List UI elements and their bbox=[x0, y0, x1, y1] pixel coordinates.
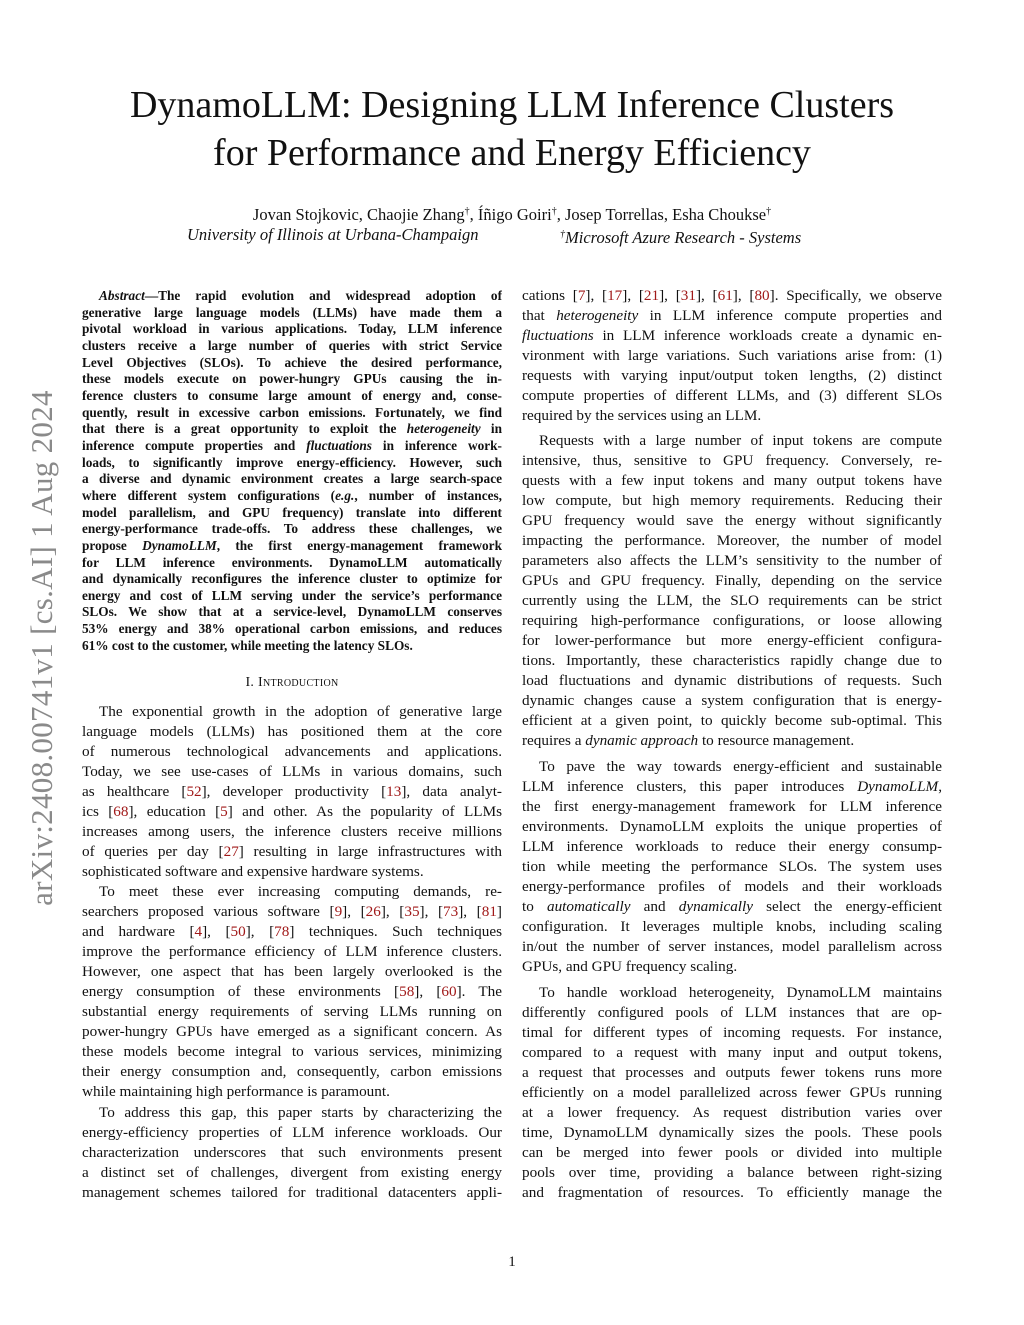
text-line: GPUs and GPU frequency. Finally, depending on the service bbox=[522, 572, 942, 589]
affiliation-uiuc: University of Illinois at Urbana-Champaign bbox=[187, 225, 479, 244]
citation-link[interactable]: 21 bbox=[643, 287, 660, 304]
text-line: differently configured pools of LLM instances that are op- bbox=[522, 1004, 942, 1021]
citation-link[interactable]: 73 bbox=[443, 903, 459, 920]
text-line: at a lower frequency. As request distribution varies over bbox=[522, 1104, 942, 1121]
text-line: Abstract—The rapid evolution and widespread adoption of bbox=[99, 288, 502, 303]
text-line: configuration. It leverages multiple knobs, including scaling bbox=[522, 918, 942, 935]
text-line: energy-efficiency properties of LLM inference workloads. Our bbox=[82, 1124, 502, 1141]
text-line: currently using the LLM, the SLO requirements can be strict bbox=[522, 592, 942, 609]
text-line: quests with a few input tokens and many output tokens have bbox=[522, 472, 942, 489]
citation-link[interactable]: 50 bbox=[230, 923, 246, 940]
text-line: pools over time, providing a balance between right-sizing bbox=[522, 1164, 942, 1181]
text-line: Level Objectives (SLOs). To achieve the desired performance, bbox=[82, 354, 502, 370]
text-line: compared to a request with many input and output tokens, bbox=[522, 1044, 942, 1061]
text-line: 53% energy and 38% operational carbon emissions, and reduces bbox=[82, 621, 502, 637]
text-line: while maintaining high performance is paramount. bbox=[82, 1083, 390, 1100]
text-line: characterization underscores that such environments present bbox=[82, 1144, 502, 1161]
text-line: as healthcare [52], developer productivity [13], data analyt- bbox=[82, 783, 502, 800]
paragraph bbox=[522, 286, 942, 426]
text-line: To address this gap, this paper starts by characterizing the bbox=[99, 1104, 502, 1121]
dagger-mark: † bbox=[551, 206, 557, 217]
text-line: LLM inference clusters, this paper introduces DynamoLLM, bbox=[522, 778, 942, 795]
text-line: and dynamically reconfigures the inference cluster to optimize for bbox=[82, 571, 502, 587]
citation-link[interactable]: 35 bbox=[404, 903, 420, 920]
text-line: However, one aspect that has been largely overlooked is the bbox=[82, 963, 502, 980]
text-line: searchers proposed various software [9], [26], [35], [73], [81] bbox=[82, 903, 502, 920]
text-line: GPU frequency would save the energy without significantly bbox=[522, 512, 942, 529]
text-line: energy-performance trade-offs. To address these challenges, we bbox=[82, 521, 502, 537]
author-list: Jovan Stojkovic, Chaojie Zhang†, Íñigo Goiri†, Josep Torrellas, Esha Choukse† bbox=[252, 205, 772, 224]
text-line: fluctuations in LLM inference workloads create a dynamic en- bbox=[522, 327, 942, 344]
citation-link[interactable]: 31 bbox=[680, 287, 696, 304]
text-line: sophisticated software and expensive hardware systems. bbox=[82, 863, 424, 880]
text-line: inference compute properties and fluctuations in inference work- bbox=[82, 437, 502, 453]
citation-link[interactable]: 61 bbox=[717, 287, 733, 304]
text-line: ics [68], education [5] and other. As the popularity of LLMs bbox=[82, 803, 502, 820]
text-line: for lower-performance but more energy-efficient configura- bbox=[522, 632, 942, 649]
text-line: can be merged into fewer pools or divided into multiple bbox=[522, 1144, 942, 1161]
text-line: efficiently on a model parallelized across fewer GPUs running bbox=[522, 1084, 942, 1101]
text-line: parameters also affects the LLM’s sensitivity to the number of bbox=[522, 552, 942, 569]
text-line: energy consumption of these environments [58], [60]. The bbox=[82, 983, 502, 1000]
citation-link[interactable]: 68 bbox=[113, 803, 129, 820]
paragraph bbox=[522, 431, 942, 751]
page-number: 1 bbox=[508, 1254, 516, 1270]
text-line: intensive, thus, sensitive to GPU frequency. Conversely, re- bbox=[522, 452, 942, 469]
text-line: vironment with large variations. Such variations arise from: (1) bbox=[522, 347, 942, 364]
text-line: the first energy-management framework for LLM inference bbox=[522, 798, 942, 815]
text-line: propose DynamoLLM, the first energy-management framework bbox=[82, 537, 502, 553]
text-line: management schemes tailored for traditional datacenters appli- bbox=[82, 1184, 502, 1201]
citation-link[interactable]: 9 bbox=[334, 903, 343, 920]
text-line: of numerous technological advancements and applications. bbox=[82, 743, 502, 760]
text-line: power-hungry GPUs have emerged as a significant concern. As bbox=[82, 1023, 502, 1040]
citation-link[interactable]: 13 bbox=[386, 783, 402, 800]
citation-link[interactable]: 78 bbox=[274, 923, 290, 940]
text-line: and fragmentation of resources. To efficiently manage the bbox=[522, 1184, 942, 1201]
text-line: that heterogeneity in LLM inference compute properties and bbox=[522, 307, 942, 324]
text-line: 61% cost to the customer, while meeting the latency SLOs. bbox=[82, 637, 413, 653]
text-line: improve the performance efficiency of LLM inference clusters. bbox=[82, 943, 502, 960]
paper-title-line-2: for Performance and Energy Efficiency bbox=[213, 132, 811, 174]
text-line: a distinct set of challenges, divergent from existing energy bbox=[82, 1164, 502, 1181]
text-line: LLM inference workloads to reduce their energy consump- bbox=[522, 838, 942, 855]
citation-link[interactable]: 58 bbox=[399, 983, 415, 1000]
text-line: Requests with a large number of input tokens are compute bbox=[539, 432, 942, 449]
paragraph bbox=[82, 882, 502, 1102]
text-line: requiring high-performance configurations, or loose allowing bbox=[522, 612, 942, 629]
text-line: model parallelism, and GPU frequency) translate into different bbox=[82, 504, 502, 520]
dagger-mark: † bbox=[560, 229, 565, 240]
text-line: requires a dynamic approach to resource management. bbox=[522, 732, 855, 749]
paragraph bbox=[82, 1103, 502, 1203]
text-line: tions. Importantly, these characteristics rapidly change due to bbox=[522, 652, 942, 669]
text-line: energy and cost of LLM serving under the service’s performance bbox=[82, 587, 502, 603]
text-line: The exponential growth in the adoption of generative large bbox=[99, 703, 502, 720]
text-line: quently, result in excessive carbon emissions. Fortunately, we find bbox=[82, 404, 502, 420]
author-name: Esha Choukse bbox=[672, 205, 767, 224]
text-line: clusters receive a large number of queries with strict Service bbox=[82, 337, 502, 353]
text-line: time, DynamoLLM dynamically sizes the pools. These pools bbox=[522, 1124, 942, 1141]
dagger-mark: † bbox=[766, 206, 772, 217]
text-line: requests with varying input/output token lengths, (2) distinct bbox=[522, 367, 942, 384]
text-line: impacting the performance. Moreover, the number of model bbox=[522, 532, 942, 549]
text-line: cations [7], [17], [21], [31], [61], [80]. Specifically, we observe bbox=[522, 287, 942, 304]
affiliation-microsoft-name: Microsoft Azure Research - Systems bbox=[565, 228, 802, 247]
text-line: compute properties of different LLMs, and (3) different SLOs bbox=[522, 387, 942, 404]
dagger-mark: † bbox=[464, 206, 470, 217]
section-heading-introduction: I. Introduction bbox=[245, 675, 339, 690]
affiliation-microsoft bbox=[560, 224, 801, 249]
author-name: Chaojie Zhang bbox=[367, 205, 465, 224]
text-line: efficient at a given point, to quickly become sub-optimal. This bbox=[522, 712, 942, 729]
text-line: for LLM inference environments. DynamoLLM automatically bbox=[82, 554, 502, 570]
paragraph bbox=[522, 757, 942, 977]
text-line: where different system configurations (e.g., number of instances, bbox=[82, 487, 502, 503]
text-line: that there is a great opportunity to exploit the heterogeneity in bbox=[82, 421, 502, 437]
citation-link[interactable]: 81 bbox=[481, 903, 497, 920]
citation-link[interactable]: 17 bbox=[607, 287, 623, 304]
author-name: Íñigo Goiri bbox=[477, 205, 552, 224]
citation-link[interactable]: 80 bbox=[754, 287, 770, 304]
text-line: language models (LLMs) has positioned them at the core bbox=[82, 723, 502, 740]
text-line: a request that processes and outputs fewer tokens runs more bbox=[522, 1064, 942, 1081]
paragraph bbox=[82, 702, 502, 882]
text-line: low compute, but high memory requirements. Reducing their bbox=[522, 492, 942, 509]
text-line: To handle workload heterogeneity, DynamoLLM maintains bbox=[539, 984, 942, 1001]
text-line: ference clusters to consume large amount of energy and, conse- bbox=[82, 387, 502, 403]
text-line: these models become integral to various services, minimizing bbox=[82, 1043, 502, 1060]
citation-link[interactable]: 5 bbox=[220, 803, 228, 820]
citation-link[interactable]: 4 bbox=[194, 923, 203, 940]
paper-title-line-1: DynamoLLM: Designing LLM Inference Clusters bbox=[129, 84, 895, 126]
text-line: load fluctuations and dynamic distributions of requests. Such bbox=[522, 672, 942, 689]
author-name: Jovan Stojkovic bbox=[252, 205, 359, 224]
text-line: To meet these ever increasing computing demands, re- bbox=[99, 883, 502, 900]
text-line: To pave the way towards energy-efficient and sustainable bbox=[539, 758, 942, 775]
text-line: of queries per day [27] resulting in large infrastructures with bbox=[82, 843, 502, 860]
text-line: loads, to significantly improve energy-efficiency. However, such bbox=[82, 454, 502, 470]
text-line: a diverse and dynamic environment creates a large search-space bbox=[82, 471, 502, 487]
text-line: substantial energy requirements of serving LLMs running on bbox=[82, 1003, 502, 1020]
text-line: energy-performance profiles of models and their workloads bbox=[522, 878, 942, 895]
text-line: their energy consumption and, consequently, carbon emissions bbox=[82, 1063, 502, 1080]
text-line: tion while meeting the performance SLOs. The system uses bbox=[522, 858, 942, 875]
text-line: Today, we see use-cases of LLMs in various domains, such bbox=[82, 763, 502, 780]
text-line: timal for different types of incoming requests. For instance, bbox=[522, 1024, 942, 1041]
text-line: generative large language models (LLMs) have made them a bbox=[82, 304, 502, 320]
abstract bbox=[82, 288, 502, 654]
text-line: in/out the number of server instances, model parallelism across bbox=[522, 938, 942, 955]
paragraph bbox=[522, 983, 942, 1203]
arxiv-identifier-watermark: arXiv:2408.00741v1 [cs.AI] 1 Aug 2024 bbox=[24, 390, 59, 906]
citation-link[interactable]: 26 bbox=[365, 903, 381, 920]
citation-link[interactable]: 27 bbox=[223, 843, 239, 860]
text-line: GPUs, and GPU frequency scaling. bbox=[522, 958, 738, 975]
citation-link[interactable]: 60 bbox=[441, 983, 457, 1000]
text-line: pivotal workload in various applications. Today, LLM inference bbox=[82, 321, 502, 337]
text-line: and hardware [4], [50], [78] techniques. Such techniques bbox=[82, 923, 502, 940]
text-line: to automatically and dynamically select the energy-efficient bbox=[522, 898, 942, 915]
text-line: required by the services using an LLM. bbox=[522, 407, 762, 424]
text-line: SLOs. We show that at a service-level, DynamoLLM conserves bbox=[82, 604, 502, 620]
text-line: increases among users, the inference clusters receive millions bbox=[82, 823, 502, 840]
citation-link[interactable]: 7 bbox=[577, 287, 586, 304]
text-line: environments. DynamoLLM exploits the unique properties of bbox=[522, 818, 942, 835]
author-name: Josep Torrellas bbox=[564, 205, 664, 224]
text-line: these models execute on power-hungry GPUs causing the in- bbox=[82, 371, 502, 387]
text-line: dynamic changes cause a system configuration that is energy- bbox=[522, 692, 942, 709]
citation-link[interactable]: 52 bbox=[186, 783, 202, 800]
